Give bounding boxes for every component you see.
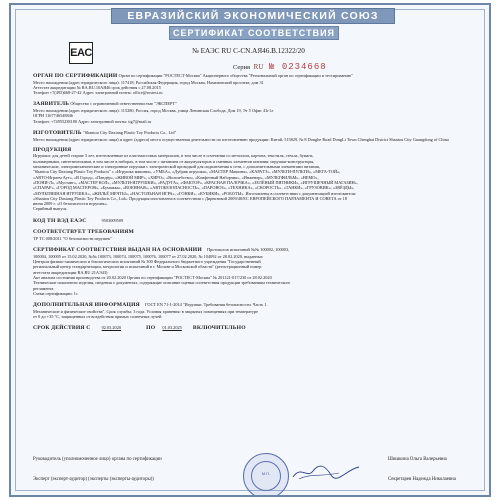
conformity-heading: СООТВЕТСТВУЕТ ТРЕБОВАНИЯМ [33,229,135,236]
organ-accreditation: Аттестат аккредитации № RA.RU.10АЯ46 срок действия с 27.08.2015 [33,84,161,90]
basis-line: 100004, 100005 от 15.02.2020, №№ 100073, 100074, 100075, 100076, 100077 от 27.02.2020, № 104092 от 28.02.2020, выданных [33,253,263,259]
eac-mark-icon: EAC [69,42,93,64]
basis-heading: СЕРТИФИКАТ СООТВЕТСТВИЯ ВЫДАН НА ОСНОВАНИИ [33,247,202,254]
applicant-contacts: Телефон: +74955238180 Адрес электронной почты: ttg7@mail.ru [33,118,152,124]
head-signature-label: Руководитель (уполномоченное лицо) органа по сертификации [33,457,162,462]
manufacturer-section [33,130,473,142]
product-line: "Shantou City Daxiang Plastic Toy Products" с «Игрушка машина», «УМБА», «Дубрик игрушка», «МАСТЕР Машина», «КАРАТЭ», «МУЛЬТИ-ПУЛЬТИ», «МЕГА-ТОЙ», [33,169,341,175]
basis-section [33,247,473,296]
certificate-frame [9,3,491,497]
product-line: «СПАРАР», «ГОРОД МАСТЕРОВ», «Бумажка», «ВОЕННАЯ», «АВТОБЕЗОПАСНОСТЬ», «ПАРОВОЗ», «ТЕХНИКА», «СКОРОСТЬ», «ТАНКИ», «ГРУЗОВИК», «ЗВЁЗДЫ», [33,185,355,191]
certificate-title: СЕРТИФИКАТ СООТВЕТСТВИЯ [169,26,339,40]
applicant-address: Место нахождения (адрес юридического лица): 115280, Россия, город Москва, улица Ленинская Слобода, Дом 19, Эт 5 Офис 41г1л [33,108,274,114]
organ-heading: ОРГАН ПО СЕРТИФИКАЦИИ [33,73,118,79]
product-line: июня 2009 г. «О безопасности игрушек». [33,201,108,207]
applicant-ogrn: ОГРН 1167746548846 [33,113,73,119]
product-line: полимерными, синтетическими, в том числе в наборах, в том числе с питанием от аккумуляторов и сменных элементов питания: игрушки-конструкторы, [33,158,315,164]
tnved-label: КОД ТН ВЭД ЕАЭС [33,217,87,224]
head-name: Шишкина Ольга Валерьевна [388,457,447,462]
product-line: механические, электромеханические и электронные игрушки с электрической проводкой для подключения к сети, с дополнительными элементами питания, [33,164,320,170]
product-description [33,153,473,211]
basis-line: региональный центр стандартизации, метрологии и испытаний в г. Москве и Московской области" (регистрационный номер [33,264,262,270]
validity-to-date: 01.03.2025 [162,325,182,331]
registration-number: № ЕАЭС RU С-CN.АЯ46.В.12322/20 [192,47,305,55]
product-line: Серийный выпуск. [33,206,68,212]
validity-from-date: 02.03.2020 [101,325,121,331]
product-section [33,148,473,212]
additional-text: ГОСТ EN 71-1-2014 "Игрушки. Требования безопасности. Часть 1. [145,302,268,308]
stamp-icon [243,453,289,497]
validity-section [33,325,473,332]
product-heading: ПРОДУКЦИЯ [33,146,72,153]
series-number: № 0234668 [269,62,327,72]
organ-text: Орган по сертификации "РОСТЕСТ-Москва" Акционерного общества "Региональный орган по сертификации и тестированию" [118,73,353,78]
signature-block [33,457,473,497]
series-line [233,62,327,72]
applicant-text: Общество с ограниченной ответственностью "ЭКСПЕРТ" [70,101,177,107]
conformity-text: ТР ТС 008/2011 "О безопасности игрушек" [33,235,112,241]
tnved-section [33,218,473,225]
applicant-section [33,101,473,123]
manufacturer-heading: ИЗГОТОВИТЕЛЬ [33,129,82,136]
conformity-section [33,230,473,241]
product-line: Игрушки: для детей старше 3 лет, изготовленные из пластмассовых материалов, в том числе в сочетании со металлом, картона, текстиля, стекла, бумаги, [33,153,314,159]
additional-section [33,302,473,319]
tnved-value: 9503009509 [101,217,124,223]
series-code: RU [253,63,264,71]
validity-from-label: СРОК ДЕЙСТВИЯ С [33,325,91,332]
basis-line: Центром физико-химических и биологических испытаний № 300 Федерального бюджетного учреждения "Государственный [33,259,261,265]
applicant-heading: ЗАЯВИТЕЛЬ [33,101,70,108]
validity-to-label: ПО [146,325,156,332]
basis-line: аттестата аккредитации RA.RU.21АЭ43) [33,269,108,275]
organ-address: Место нахождения (адрес юридического лица): 117418, Российская Федерация, город Москва, Нахимовский проспект, дом 31 [33,79,264,85]
additional-heading: ДОПОЛНИТЕЛЬНАЯ ИНФОРМАЦИЯ [33,302,140,309]
product-line: «ПОНИ-Л», «Мустанг», «МАСТЕР КОЛ», «МУЛЬТИ-ИГРУШКИ», «РАДУГА», «ФАКТОР», «КРАСНАЯ ПАЛОЧКА», «ЗЕЛЁНЫЙ ПЯТНИКИ», «ИГРУШЕЧНЫЙ МАГАЗИН», [33,179,358,185]
basis-line: регламента [33,285,54,291]
union-banner: ЕВРАЗИЙСКИЙ ЭКОНОМИЧЕСКИЙ СОЮЗ [111,8,395,24]
organ-section [33,73,473,95]
expert-signature-label: Эксперт (эксперт-аудитор) (эксперты (эксперты-аудиторы)) [33,477,154,482]
basis-line: Акт анализа состояния производства от 20.02.2020 Органа по сертификации "РОСТЕСТ-Москва" № 201121-017/230 от 28.02.2020 [33,274,272,280]
basis-line: Технические показатели изделия, сведения о документах, содержащие описание оценки соответствия продукции требованиям технического [33,280,291,286]
stamp-label: М.П. [261,471,271,476]
manufacturer-address: Место нахождения (адрес юридического лица) и адрес (адреса) места осуществления деятельности по изготовлению продукции: Китай, 515829, № 8 Donghe Road DongLi Town Chenghai District Shantou City Guangdong of China [33,136,449,142]
series-label: Серия [233,64,251,71]
product-line: «АВТО-Играем Аут», «В Город», «Пандёр», «ЖИВОЙ МИР», «ХИРО», «Волшебство», «Конфетный Наборчик», «Инженер», «МУЛЬТФИЛЬМ», «НЕМО», [33,174,319,180]
organ-contacts: Телефон +7(495)668-27-42 Адрес электронной почты: office@rostest.ru [33,90,163,96]
certificate-body [33,73,473,332]
additional-line: Механические и физические свойства". Срок службы: 3 года. Условия хранения: в закрытых помещениях при температуре [33,308,259,314]
expert-name: Секретарев Надежда Николаевна [388,477,456,482]
product-line: «МУЛЬТЯШНАЯ ИГРУШКА», «ЖИЛЬЁ МЕЧТЫ», «НАСТОЛЬНАЯ ИГРА», «ГОНКИ», «КУБИКИ», «РОБОТЫ». Изготовлены в соответствии с документацией изготовителя: [33,190,356,196]
validity-suffix: ВКЛЮЧИТЕЛЬНО [192,325,246,332]
basis-text: Протоколов испытаний №№ 100002, 100003, [207,247,290,253]
manufacturer-text: "Shantou City Daxiang Plastic Toy Products Co., Ltd" [82,129,177,135]
signature-icon [291,463,361,481]
basis-line: Схема сертификации: 1с [33,290,78,296]
additional-line: от 0 до +35 °С, защищенных от воздействия прямых солнечных лучей [33,314,162,320]
product-line: «Shantou City Daxiang Plastic Toy Products Co., Ltd». Продукция изготовлена в соответствии с Директивой 2009/48/ЕС ЕВРОПЕЙСКОГО ПАРЛАМЕНТА И СОВЕТА от 18 [33,195,347,201]
